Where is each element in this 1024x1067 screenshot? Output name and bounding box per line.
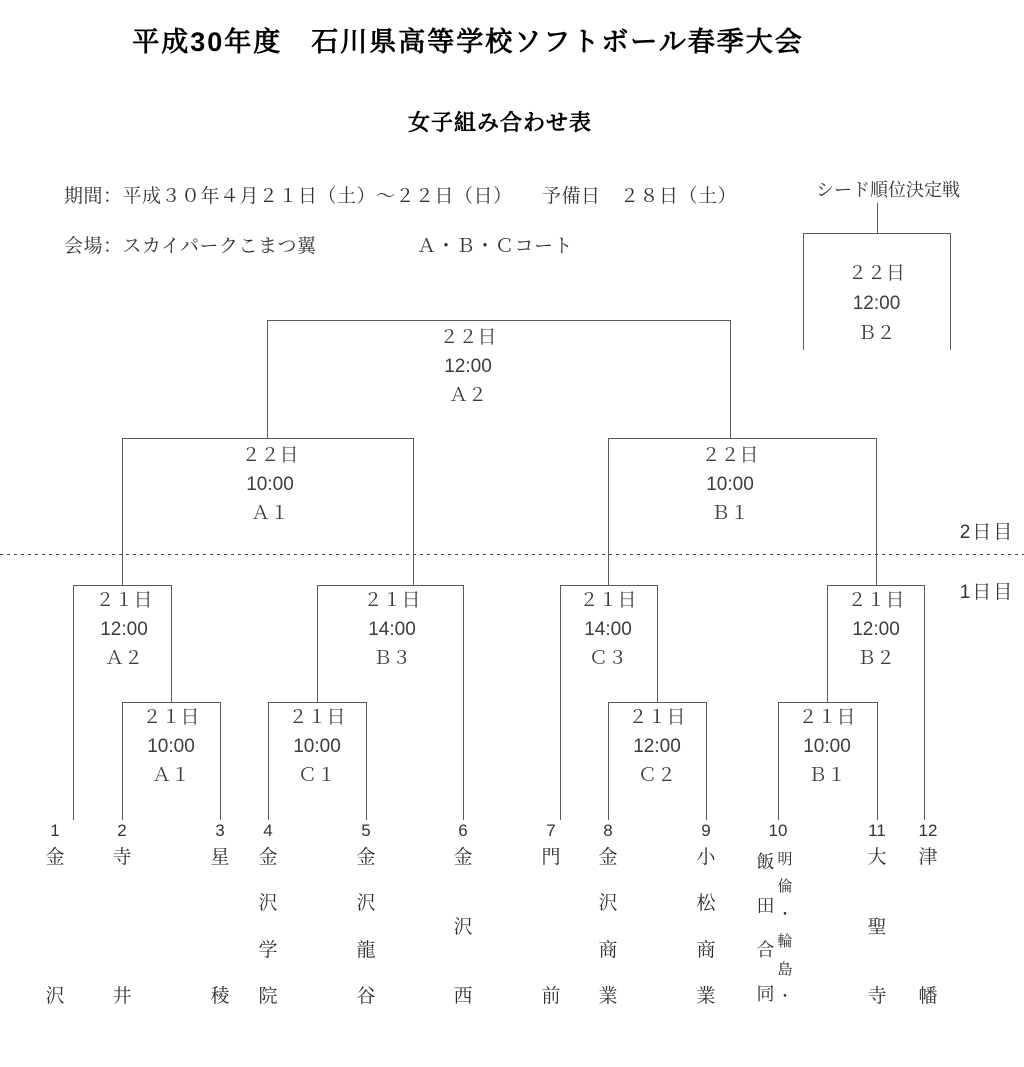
bracket-line-vertical bbox=[924, 585, 925, 820]
bracket-line-vertical bbox=[803, 233, 804, 350]
bracket-line-vertical bbox=[317, 585, 318, 703]
match-court: Ｂ３ bbox=[372, 648, 411, 669]
match-date: ２１日 bbox=[847, 590, 905, 611]
match-time: 10:00 bbox=[706, 474, 754, 495]
match-label-r1-a1 bbox=[116, 703, 226, 790]
match-time: 10:00 bbox=[293, 736, 341, 757]
page-subtitle: 女子組み合わせ表 bbox=[407, 110, 592, 135]
match-label-qf1 bbox=[69, 586, 179, 673]
team-name: 小 松 商 業 bbox=[696, 847, 716, 1007]
bracket-line-horizontal bbox=[122, 438, 414, 439]
match-label-r1-c1 bbox=[262, 703, 372, 790]
match-date: ２１日 bbox=[95, 590, 153, 611]
match-label-r1-b1 bbox=[772, 703, 882, 790]
match-time: 10:00 bbox=[147, 736, 195, 757]
match-court: Ｃ３ bbox=[588, 648, 627, 669]
bracket-line-vertical bbox=[366, 702, 367, 820]
team-name: 飯 田 合 同 明 倫 ・ 輪 島 ・ bbox=[756, 851, 793, 1005]
match-court: Ａ２ bbox=[448, 385, 487, 406]
bracket-line-vertical bbox=[122, 438, 123, 586]
team-number: 5 bbox=[361, 821, 371, 840]
team-name: 門 前 bbox=[541, 847, 561, 1007]
period-line: 期間：平成３０年４月２１日（土）～２２日（日） 予備日 ２８日（土） bbox=[64, 186, 738, 207]
match-date: ２１日 bbox=[628, 707, 686, 728]
match-date: ２２日 bbox=[439, 327, 497, 348]
match-label-semifinal-left bbox=[215, 441, 325, 528]
bracket-line-horizontal bbox=[778, 702, 878, 703]
match-court: Ｂ２ bbox=[856, 648, 895, 669]
team-name: 星 稜 bbox=[210, 847, 230, 1007]
match-time: 12:00 bbox=[100, 619, 148, 640]
match-court: Ａ１ bbox=[250, 503, 289, 524]
team-name: 大 聖 寺 bbox=[867, 847, 887, 1007]
courts-line: Ａ・Ｂ・Ｃコート bbox=[417, 236, 574, 257]
bracket-line-vertical bbox=[657, 585, 658, 703]
bracket-line-horizontal bbox=[267, 320, 731, 321]
match-date: ２１日 bbox=[579, 590, 637, 611]
team-number: 6 bbox=[458, 821, 468, 840]
match-label-qf4 bbox=[821, 586, 931, 673]
team-name: 津 幡 bbox=[918, 847, 938, 1007]
day2-label: 2日目 bbox=[959, 522, 1015, 543]
bracket-line-vertical bbox=[608, 438, 609, 586]
match-time: 10:00 bbox=[246, 474, 294, 495]
bracket-line-vertical bbox=[827, 585, 828, 703]
team-name: 金 沢 bbox=[45, 847, 65, 1007]
team-name: 金 沢 西 bbox=[453, 847, 473, 1007]
match-label-final bbox=[413, 323, 523, 410]
bracket-line-vertical bbox=[73, 585, 74, 820]
match-label-semifinal-right bbox=[675, 441, 785, 528]
team-number: 4 bbox=[263, 821, 273, 840]
team-number: 10 bbox=[768, 821, 788, 840]
match-court: Ｃ２ bbox=[637, 765, 676, 786]
match-court: Ａ１ bbox=[151, 765, 190, 786]
bracket-line-vertical bbox=[706, 702, 707, 820]
bracket-line-vertical bbox=[463, 585, 464, 820]
match-court: Ｂ１ bbox=[710, 503, 749, 524]
bracket-line-horizontal bbox=[560, 585, 658, 586]
seed-match-label bbox=[803, 259, 950, 349]
match-court: Ｃ１ bbox=[297, 765, 336, 786]
team-name: 金 沢 学 院 bbox=[258, 847, 278, 1007]
team-number: 1 bbox=[50, 821, 60, 840]
bracket-line-vertical bbox=[171, 585, 172, 703]
team-number: 8 bbox=[603, 821, 613, 840]
team-name: 寺 井 bbox=[112, 847, 132, 1007]
team-number: 3 bbox=[215, 821, 225, 840]
bracket-line-vertical bbox=[268, 702, 269, 820]
bracket-line-vertical bbox=[877, 702, 878, 820]
bracket-line-vertical bbox=[560, 585, 561, 820]
match-time: 14:00 bbox=[368, 619, 416, 640]
team-number: 2 bbox=[117, 821, 127, 840]
bracket-line-vertical bbox=[608, 702, 609, 820]
seed-match-title: シード順位決定戦 bbox=[816, 180, 960, 200]
match-time: 12:00 bbox=[852, 293, 901, 314]
match-court: Ｂ２ bbox=[857, 323, 896, 344]
bracket-line-vertical bbox=[778, 702, 779, 820]
match-date: ２１日 bbox=[363, 590, 421, 611]
match-date: ２２日 bbox=[847, 263, 905, 284]
match-date: ２２日 bbox=[241, 445, 299, 466]
team-number: 12 bbox=[918, 821, 938, 840]
bracket-line-vertical bbox=[950, 233, 951, 350]
match-label-qf3 bbox=[553, 586, 663, 673]
bracket-line-vertical bbox=[122, 702, 123, 820]
day-separator-line bbox=[0, 554, 1024, 555]
bracket-line-vertical bbox=[876, 438, 877, 586]
match-time: 10:00 bbox=[803, 736, 851, 757]
team-number: 11 bbox=[868, 821, 886, 840]
bracket-line-horizontal bbox=[317, 585, 464, 586]
bracket-line-vertical bbox=[877, 203, 878, 234]
bracket-line-horizontal bbox=[608, 438, 877, 439]
match-date: ２１日 bbox=[142, 707, 200, 728]
match-time: 12:00 bbox=[444, 356, 492, 377]
match-date: ２２日 bbox=[701, 445, 759, 466]
team-name: 金 沢 龍 谷 bbox=[356, 847, 376, 1007]
bracket-line-vertical bbox=[267, 320, 268, 438]
match-time: 12:00 bbox=[633, 736, 681, 757]
bracket-line-vertical bbox=[413, 438, 414, 586]
match-date: ２１日 bbox=[288, 707, 346, 728]
bracket-line-vertical bbox=[220, 702, 221, 820]
page-title: 平成30年度 石川県高等学校ソフトボール春季大会 bbox=[132, 27, 804, 57]
match-date: ２１日 bbox=[798, 707, 856, 728]
team-number: 7 bbox=[546, 821, 556, 840]
match-court: Ｂ１ bbox=[807, 765, 846, 786]
team-name: 金 沢 商 業 bbox=[598, 847, 618, 1007]
match-label-r1-c2 bbox=[602, 703, 712, 790]
match-label-qf2 bbox=[337, 586, 447, 673]
bracket-line-vertical bbox=[730, 320, 731, 438]
match-time: 12:00 bbox=[852, 619, 900, 640]
day1-label: 1日目 bbox=[959, 582, 1015, 603]
team-number: 9 bbox=[701, 821, 711, 840]
match-court: Ａ２ bbox=[104, 648, 143, 669]
match-time: 14:00 bbox=[584, 619, 632, 640]
venue-line: 会場：スカイパークこまつ翼 bbox=[64, 236, 317, 257]
